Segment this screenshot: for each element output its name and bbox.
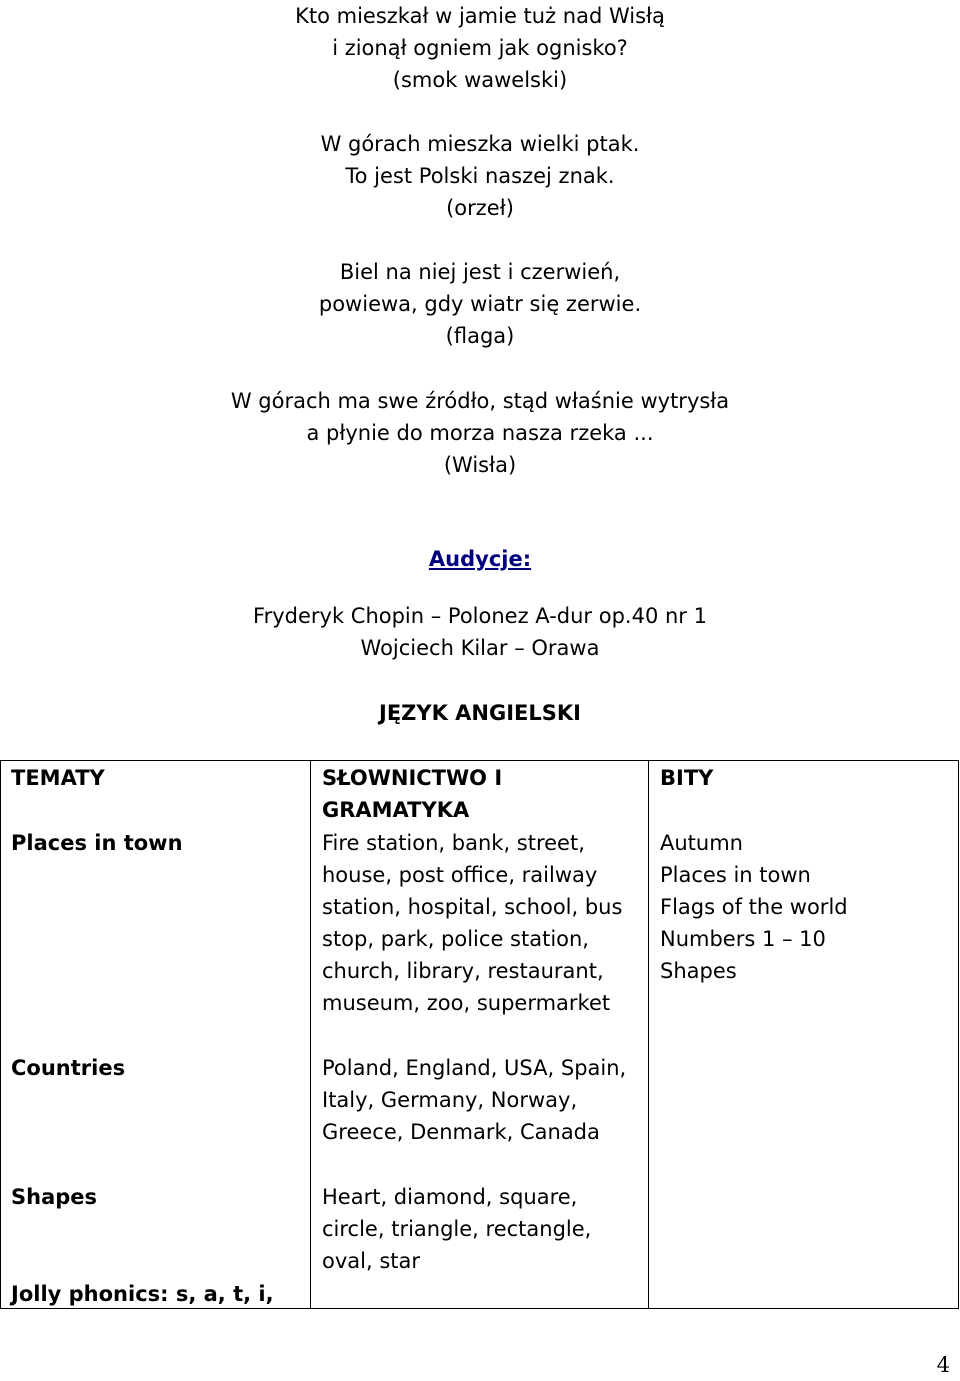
riddle-line: Kto mieszkał w jamie tuż nad Wisłą [295,4,665,28]
topic-cell: Shapes [11,1185,98,1209]
vocab-line: station, hospital, school, bus [322,895,623,919]
bity-item: Numbers 1 – 10 [660,927,826,951]
bity-item: Autumn [660,831,743,855]
vocab-line: oval, star [322,1249,421,1273]
vocab-line: circle, triangle, rectangle, [322,1217,592,1241]
audycje-heading: Audycje: [428,547,532,571]
header-tematy: TEMATY [11,766,105,790]
bity-item: Shapes [660,959,737,983]
header-bity: BITY [660,766,714,790]
riddle-answer: (smok wawelski) [392,68,568,92]
bity-cell [660,827,848,987]
riddle-answer: (orzeł) [446,196,514,220]
section-title: JĘZYK ANGIELSKI [379,701,581,725]
vocab-cell [322,827,622,1019]
riddle-line: Biel na niej jest i czerwień, [339,260,621,284]
vocab-line: Fire station, bank, street, [322,831,585,855]
topic-cell: Countries [11,1056,126,1080]
vocab-line: house, post office, railway [322,863,598,887]
riddle-answer: (flaga) [445,324,515,348]
riddle-answer: (Wisła) [443,453,517,477]
column-divider [310,761,311,1308]
vocab-line: church, library, restaurant, [322,959,604,983]
riddle-line: i zionął ogniem jak ognisko? [332,36,628,60]
vocab-line: Poland, England, USA, Spain, [322,1056,627,1080]
topic-cell: Places in town [11,831,183,855]
bity-item: Flags of the world [660,895,848,919]
vocab-line: museum, zoo, supermarket [322,991,611,1015]
topic-cell: Jolly phonics: s, a, t, i, [11,1282,274,1306]
riddle-line: W górach mieszka wielki ptak. [320,132,640,156]
riddle-line: To jest Polski naszej znak. [345,164,615,188]
header-slownictwo [322,762,502,826]
header-slownictwo-line: SŁOWNICTWO I [322,766,503,790]
column-divider [648,761,649,1308]
bity-item: Places in town [660,863,811,887]
audycje-item: Wojciech Kilar – Orawa [360,636,600,660]
vocab-line: Italy, Germany, Norway, [322,1088,578,1112]
vocab-cell [322,1181,591,1277]
riddle-line: powiewa, gdy wiatr się zerwie. [318,292,642,316]
riddle-line: W górach ma swe źródło, stąd właśnie wytrysła [230,389,730,413]
page-number: 4 [936,1353,950,1377]
audycje-item: Fryderyk Chopin – Polonez A-dur op.40 nr 1 [253,604,707,628]
vocab-line: stop, park, police station, [322,927,589,951]
header-slownictwo-line: GRAMATYKA [322,798,470,822]
vocab-line: Greece, Denmark, Canada [322,1120,600,1144]
riddle-line: a płynie do morza nasza rzeka ... [306,421,654,445]
audycje-heading-wrap [0,543,960,575]
vocab-line: Heart, diamond, square, [322,1185,578,1209]
curriculum-table [0,760,959,1309]
vocab-cell [322,1052,626,1148]
